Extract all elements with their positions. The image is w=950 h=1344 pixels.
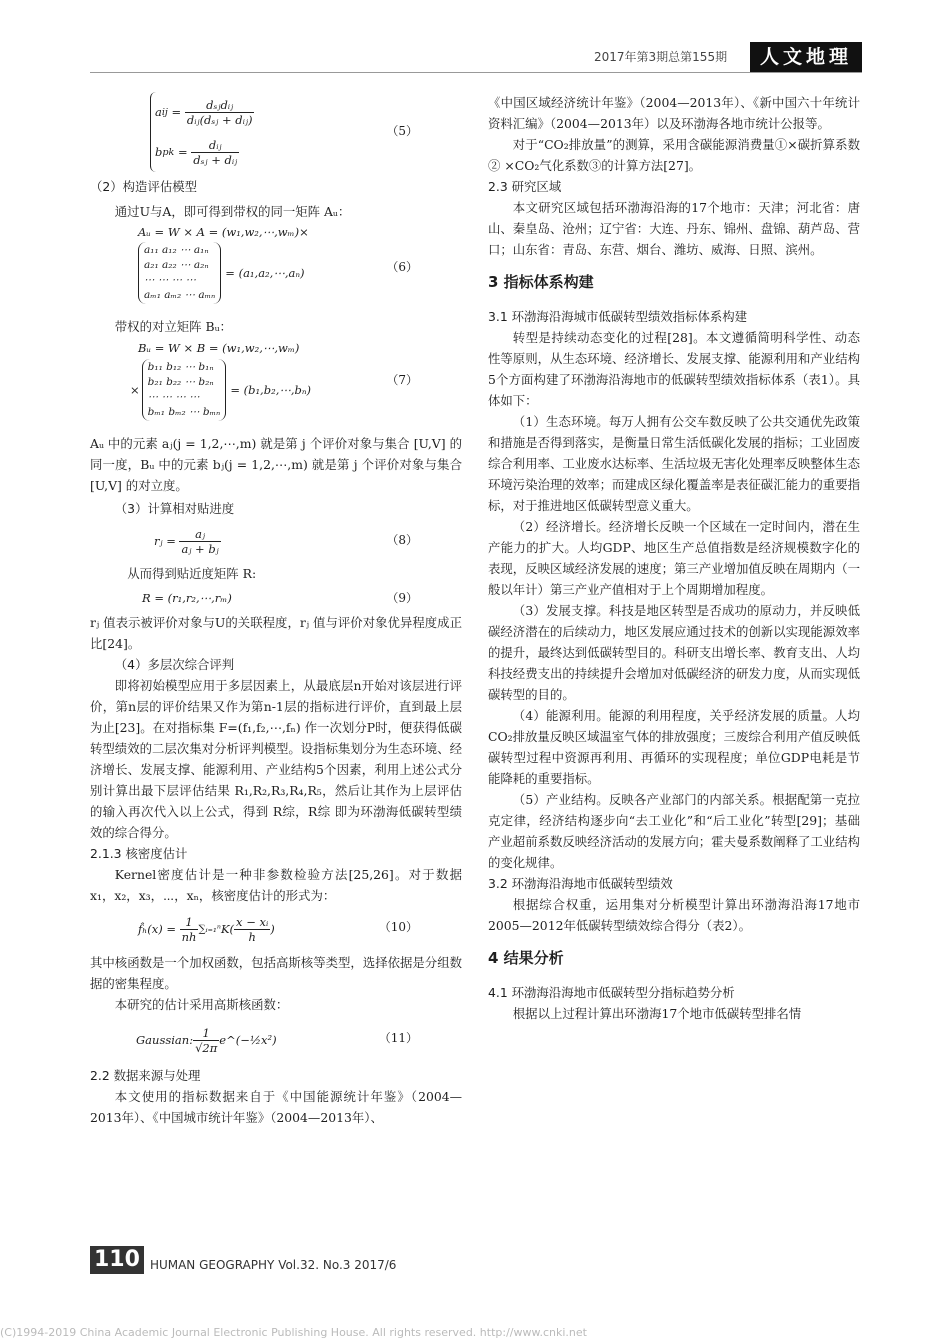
eq6-rhs: = (a₁,a₂,⋯,aₙ): [225, 266, 305, 280]
eq7-matrix: [142, 359, 227, 421]
eq5-b-lhs: b: [155, 145, 163, 159]
subsection-model: （2）构造评估模型: [90, 179, 198, 194]
eq10-body: K(: [220, 922, 235, 936]
eq11-exp: e^(−½x²): [219, 1033, 277, 1047]
equation-10: [138, 906, 462, 952]
para-area: 本文研究区域包括环渤海沿海的17个地市：天津；河北省：唐山、秦皇岛、沧州；辽宁省：大连、丹东、锦州、盘锦、葫芦岛、营口；山东省：青岛、东营、烟台、潍坊、威海、日照、滨州。: [488, 200, 860, 257]
subsection-3-2: 3.2 环渤海沿海地市低碳转型绩效: [488, 876, 673, 891]
left-column: [90, 92, 462, 1128]
eq5-a-num: dₛⱼdᵢⱼ: [185, 98, 255, 113]
eq10-lhs: f̂ₕ(x) =: [138, 922, 176, 936]
para-gauss-intro: 本研究的估计采用高斯核函数：: [114, 997, 289, 1012]
eq5-a-den: dᵢⱼ(dₛⱼ + dᵢⱼ): [186, 112, 253, 127]
equation-11-number: （11）: [378, 1031, 418, 1045]
equation-6: [138, 222, 462, 316]
subsection-data: 2.2 数据来源与处理: [90, 1068, 201, 1083]
eq8-num: aⱼ: [179, 527, 220, 542]
eq8-lhs: rⱼ =: [154, 534, 176, 548]
para-4-1: 根据以上过程计算出环渤海17个地市低碳转型排名情: [512, 1006, 802, 1021]
equation-8-number: （8）: [386, 533, 418, 547]
para-opposite: 带权的对立矩阵 Bᵤ：: [114, 319, 232, 334]
subsection-3-1: 3.1 环渤海沿海城市低碳转型绩效指标体系构建: [488, 309, 748, 324]
eq11-num: 1: [193, 1026, 219, 1041]
equation-5-number: （5）: [386, 124, 418, 138]
equation-9-number: （9）: [386, 591, 418, 605]
eq5-a-sub: ij: [161, 106, 168, 118]
eq11-frac: [193, 1026, 219, 1055]
equation-7-number: （7）: [386, 373, 418, 387]
eq7-row: bₘ₁ bₘ₂ ⋯ bₘₙ: [147, 406, 221, 418]
eq7-line1: Bᵤ = W × B = (w₁,w₂,⋯,wₘ): [138, 341, 300, 355]
copyright-line: (C)1994-2019 China Academic Journal Electronic Publishing House. All rights reserved. http://www.cnki.net: [0, 1326, 587, 1339]
eq6-row: a₁₁ a₁₂ ⋯ a₁ₙ: [144, 244, 209, 256]
eq5-a-lhs: a: [155, 105, 162, 119]
para-3-2: 根据综合权重，运用集对分析模型计算出环渤海沿海17地市2005—2012年低碳转型绩效综合得分（表2）。: [488, 897, 860, 933]
para-ecology: （1）生态环境。每万人拥有公交车数反映了公共交通优先政策和措施是否得到落实，是衡量日常生活低碳化发展的指标；工业固废综合利用率、工业废水达标率、生活垃圾无害化处理率反映整体生态环境污染治理的效率；而建成区绿化覆盖率是表征碳汇能力的重要指标，对于推进地区低碳转型意义重大。: [488, 414, 860, 513]
para-r-desc: rⱼ 值表示被评价对象与U的关联程度，rⱼ 值与评价对象优异程度成正比[24]。: [90, 615, 462, 651]
equation-6-number: （6）: [386, 260, 418, 274]
eq6-row: aₘ₁ aₘ₂ ⋯ aₘₙ: [144, 289, 216, 301]
para-co2: 对于“CO₂排放量”的测算，采用含碳能源消费量①×碳折算系数② ×CO₂气化系数③的计算方法[27]。: [488, 137, 860, 173]
para-matrix-r: 从而得到贴近度矩阵 R:: [127, 566, 257, 581]
para-industry: （5）产业结构。反映各产业部门的内部关系。根据配第一克拉克定律，经济结构逐步向“去工业化”和“后工业化”转型[29]；基础产业超前系数反映经济活动的发展方向；霍夫曼系数阐释了工业结构的变化规律。: [488, 792, 860, 870]
para-kernel-func: 其中核函数是一个加权函数，包括高斯核等类型，选择依据是分组数据的密集程度。: [90, 955, 462, 991]
para-data: 本文使用的指标数据来自于《中国能源统计年鉴》（2004—2013年）、《中国城市统计年鉴》（2004—2013年）、: [90, 1089, 462, 1125]
eq10-coef: [180, 915, 199, 944]
eq10-sum: ∑ᵢ₌₁ⁿ: [198, 923, 221, 935]
eq7-row: b₂₁ b₂₂ ⋯ b₂ₙ: [147, 376, 214, 388]
subsection-multilevel: （4）多层次综合评判: [114, 657, 235, 672]
issue-info: 2017年第3期总第155期: [594, 50, 728, 64]
eq10-coef-num: 1: [180, 915, 199, 930]
subsection-area: 2.3 研究区域: [488, 179, 562, 194]
equation-7: Bᵤ = W × B = (w₁,w₂,⋯,wₘ) × b₁₁ b₁₂ ⋯ b₁ₙ b₂₁ b₂₂ ⋯ b₂ₙ ⋯ ⋯ ⋯ ⋯ bₘ₁ bₘ₂ ⋯ bₘₙ = (b₁,b₂,⋯,bₙ) （7）: [130, 337, 462, 433]
eq6-line1: Aᵤ = W × A = (w₁,w₂,⋯,wₘ)×: [138, 225, 309, 239]
journal-footer: HUMAN GEOGRAPHY Vol.32. No.3 2017/6: [149, 1258, 397, 1272]
equation-8: [154, 519, 462, 563]
eq5-b-sub: pk: [162, 146, 175, 158]
eq7-row: ⋯ ⋯ ⋯ ⋯: [147, 391, 200, 403]
para-data-cont: 《中国区域经济统计年鉴》（2004—2013年）、《新中国六十年统计资料汇编》（2004—2013年）以及环渤海各地市统计公报等。: [488, 95, 860, 131]
eq10-kfrac: [234, 915, 270, 944]
para-energy: （4）能源利用。能源的利用程度，关乎经济发展的质量。人均CO₂排放量反映区域温室气体的排放强度；三废综合利用产值反映低碳转型过程中资源再利用、再循环的实现程度；单位GDP电耗是节能降耗的重要指标。: [488, 708, 860, 786]
para-kernel: Kernel密度估计是一种非参数检验方法[25,26]。对于数据 x₁，x₂，x₃，⋯，xₙ，核密度估计的形式为：: [90, 867, 462, 903]
eq5-b-num: dᵢⱼ: [191, 138, 239, 153]
eq7-rhs: = (b₁,b₂,⋯,bₙ): [230, 383, 312, 397]
eq11-lhs: Gaussian:: [136, 1033, 194, 1047]
eq10-k-den: h: [248, 929, 256, 944]
page-footer: [90, 1244, 396, 1274]
eq5-b-frac: [191, 138, 239, 167]
eq6-row: ⋯ ⋯ ⋯ ⋯: [144, 274, 197, 286]
eq10-coef-den: nh: [181, 929, 197, 944]
eq5-b-den: dₛⱼ + dᵢⱼ: [193, 152, 238, 167]
equation-9: [142, 584, 462, 612]
header-rule: [90, 72, 862, 73]
para-3-1: 转型是持续动态变化的过程[28]。本文遵循简明科学性、动态性等原则，从生态环境、经济增长、发展支撑、能源利用和产业结构5个方面构建了环渤海沿海地市的低碳转型绩效指标体系（表1）。具体如下：: [488, 330, 860, 408]
para-multilevel: 即将初始模型应用于多层因素上，从最底层n开始对该层进行评价，第n层的评价结果又作为第n-1层的指标进行评价，直到最上层为止[23]。在对指标集 F=(f₁,f₂,⋯,fₙ) 作一次划分P时，便获得低碳转型绩效的二层次集对分析评判模型。设指标集划分为生态环境、经济增长、发展支撑、能源利用、产业结构5个因素，利用上述公式分别计算出最下层评估结果 R₁,R₂,R₃,R₄,R₅，然后让其作为上层评估的输入再次代入以上公式，得到 R综，R综 即为环渤海低碳转型绩效的综合得分。: [90, 678, 462, 840]
subsection-kernel: 2.1.3 核密度估计: [90, 846, 188, 861]
eq11-den: √2π: [195, 1040, 218, 1055]
eq8-frac: [179, 527, 220, 556]
equation-11: [136, 1015, 462, 1065]
eq10-k-num: x − xᵢ: [236, 914, 269, 929]
equation-5: [150, 92, 462, 176]
equation-10-number: （10）: [378, 920, 418, 934]
eq6-matrix: [138, 242, 221, 304]
subsection-closeness: （3）计算相对贴进度: [114, 501, 235, 516]
page-number: 110: [90, 1246, 144, 1274]
para-model: 通过U与A，即可得到带权的同一矩阵 Aᵤ：: [114, 204, 351, 219]
para-growth: （2）经济增长。经济增长反映一个区域在一定时间内，潜在生产能力的扩大。人均GDP、地区生产总值指数是经济规模数字化的表现，反映区域经济发展的速度；第三产业增加值反映在周期内（一般以年计）第三产业产值相对于上个周期增加程度。: [488, 519, 860, 597]
para-elements: Aᵤ 中的元素 aⱼ(j = 1,2,⋯,m) 就是第 j 个评价对象与集合 [U,V] 的同一度，Bᵤ 中的元素 bⱼ(j = 1,2,⋯,m) 就是第 j 个评价对象与集合 [U,V] 的对立度。: [90, 436, 462, 493]
eq9-text: R = (r₁,r₂,⋯,rₘ): [142, 591, 232, 605]
eq7-row: b₁₁ b₁₂ ⋯ b₁ₙ: [147, 361, 214, 373]
subsection-4-1: 4.1 环渤海沿海地市低碳转型分指标趋势分析: [488, 985, 735, 1000]
eq8-den: aⱼ + bⱼ: [181, 541, 219, 556]
equation-5-brace: a ij = $\frac{\text{dₛⱼdᵢⱼ}}{\text{dᵢⱼ(dₛⱼ + dᵢⱼ)}}$ b pk = $\frac{\text{dᵢⱼ}}{\text{dₛⱼ + dᵢⱼ}}$: [150, 92, 254, 172]
right-column: [488, 92, 860, 1024]
eq10-end: ): [270, 922, 275, 936]
section-3-heading: 3 指标体系构建: [488, 273, 594, 291]
eq5-a-frac: [185, 98, 255, 127]
eq6-row: a₂₁ a₂₂ ⋯ a₂ₙ: [144, 259, 209, 271]
para-support: （3）发展支撑。科技是地区转型是否成功的原动力，并反映低碳经济潜在的后续动力，地区发展应通过技术的创新以实现能源效率的提升，最终达到低碳转型目的。科研支出增长率、教育支出、人均科技经费支出的持续提升会增加对低碳经济的研发力度，从而实现低碳转型的目的。: [488, 603, 860, 702]
section-4-heading: 4 结果分析: [488, 949, 564, 967]
journal-logo: 人文地理: [750, 42, 862, 72]
